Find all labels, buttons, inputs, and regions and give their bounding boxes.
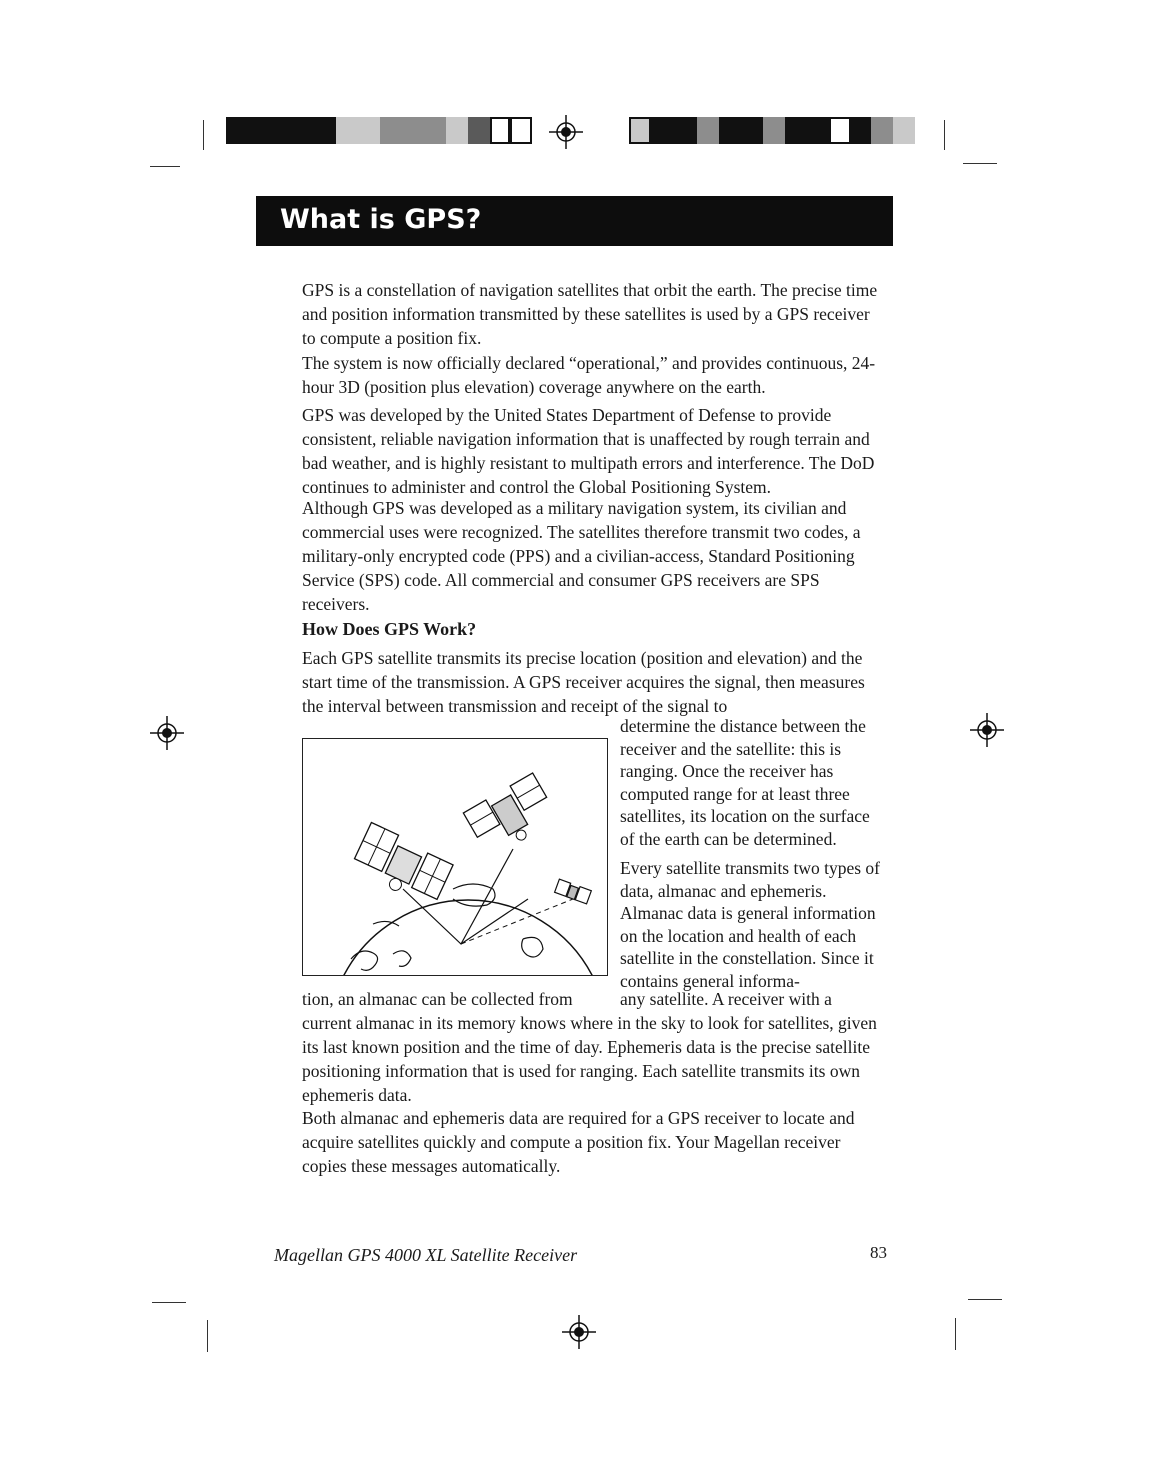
page-title-bar <box>256 196 893 246</box>
crop-mark-bottom-right <box>955 1318 956 1350</box>
crop-mark-right-lower <box>968 1299 1002 1300</box>
footer-title: Magellan GPS 4000 XL Satellite Receiver <box>274 1245 578 1265</box>
section-heading: How Does GPS Work? <box>302 619 477 639</box>
crop-mark-bottom-left <box>207 1320 208 1352</box>
paragraph-almanac: Every satellite transmits two types of data, almanac and ephemeris. Almanac data is general information on the location and health of each satellite in the constellation. Since it contains general informa- <box>620 858 881 991</box>
crop-mark-top-left <box>203 120 204 150</box>
page-title: What is GPS? <box>280 204 482 235</box>
satellites-earth-icon <box>303 739 608 976</box>
crop-mark-right-upper <box>963 163 997 164</box>
page-number: 83 <box>870 1243 887 1262</box>
almanac-line-right: any satellite. A receiver with a <box>620 989 832 1009</box>
paragraph-ranging: determine the distance between the receiver and the satellite: this is ranging. Once the receiver has computed range for at least three satellites, its location on the surface of the earth can be determined. <box>620 716 870 849</box>
crop-mark-left-upper <box>150 166 180 167</box>
calibration-bar-right <box>629 117 915 144</box>
paragraph-both-data: Both almanac and ephemeris data are required for a GPS receiver to locate and acquire satellites quickly and compute a position fix. Your Magellan receiver copies these messages automatically. <box>302 1108 855 1176</box>
paragraph-almanac-continued: current almanac in its memory knows where in the sky to look for satellites, given its last known position and the time of day. Ephemeris data is the precise satellite positioning information that is used for ranging. Each satellite transmits its own ephemeris data. <box>302 1013 877 1105</box>
registration-mark-icon <box>970 713 1004 747</box>
paragraph-intro: GPS is a constellation of navigation satellites that orbit the earth. The precise time and position information transmitted by these satellites is used by a GPS receiver to compute a position fix. <box>302 280 878 348</box>
registration-mark-icon <box>549 115 583 149</box>
registration-mark-icon <box>562 1315 596 1349</box>
calibration-bar-left <box>226 117 532 144</box>
paragraph-dod: GPS was developed by the United States Department of Defense to provide consistent, reliable navigation information that is unaffected by rough terrain and bad weather, and is highly resistant to multipath errors and interference. The DoD continues to administer and control the Global Positioning System. <box>302 405 875 497</box>
almanac-line-left: tion, an almanac can be collected from <box>302 989 573 1009</box>
registration-mark-icon <box>150 716 184 750</box>
satellite-figure <box>302 738 608 976</box>
crop-mark-top-right <box>944 120 945 150</box>
paragraph-civilian: Although GPS was developed as a military navigation system, its civilian and commercial uses were recognized. The satellites therefore transmit two codes, a military-only encrypted code (PPS) and a civilian-access, Standard Positioning Service (SPS) code. All commercial and consumer GPS receivers are SPS receivers. <box>302 498 861 614</box>
paragraph-operational: The system is now officially declared “operational,” and provides continuous, 24-hour 3D (position plus elevation) coverage anywhere on the earth. <box>302 353 876 397</box>
crop-mark-left-lower <box>152 1302 186 1303</box>
paragraph-how-gps-works: Each GPS satellite transmits its precise location (position and elevation) and the start time of the transmission. A GPS receiver acquires the signal, then measures the interval between transmission and receipt of the signal to <box>302 648 865 716</box>
